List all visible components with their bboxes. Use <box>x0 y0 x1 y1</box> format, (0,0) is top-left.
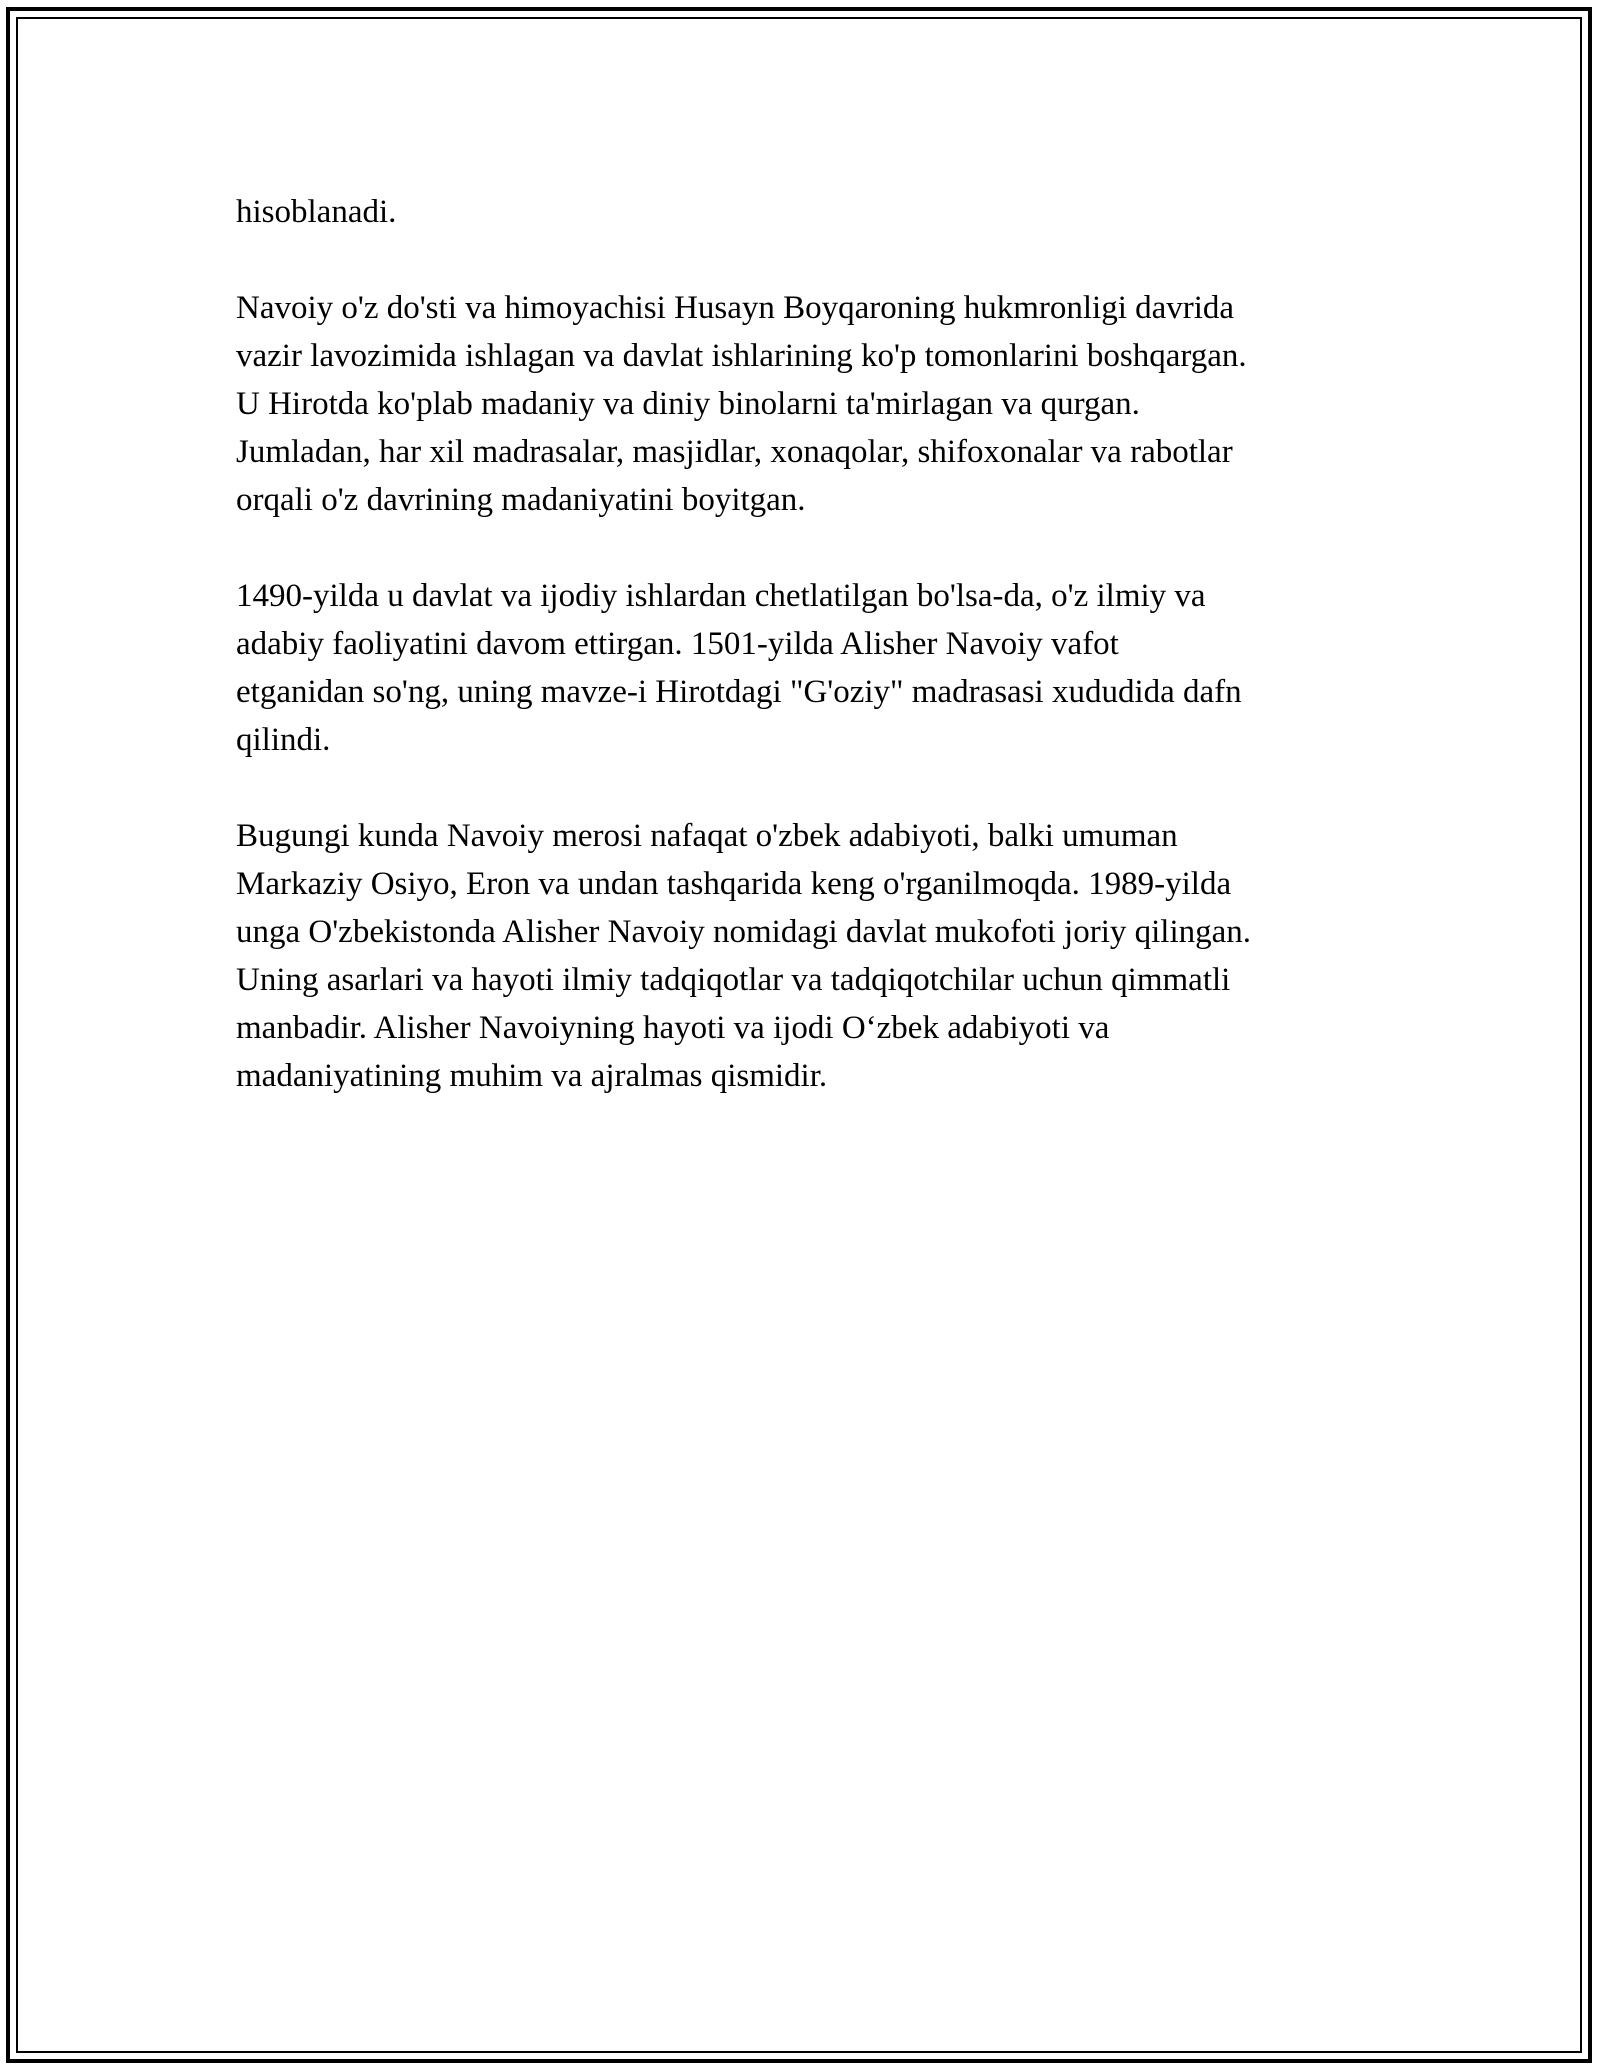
document-body <box>236 188 1376 1148</box>
paragraph-vizier-career: Navoiy o'z do'sti va himoyachisi Husayn Boyqaroning hukmronligi davrida vazir lavozimida ishlagan va davlat ishlarining ko'p tomonlarini boshqargan. U Hirotda ko'plab madaniy va diniy binolarni ta'mirlagan va qurgan. Jumladan, har xil madrasalar, masjidlar, xonaqolar, shifoxonalar va rabotlar orqali o'z davrining madaniyatini boyitgan. <box>236 290 1247 518</box>
paragraph-continuation: hisoblanadi. <box>236 194 397 230</box>
paragraph-legacy: Bugungi kunda Navoiy merosi nafaqat o'zbek adabiyoti, balki umuman Markaziy Osiyo, Eron va undan tashqarida keng o'rganilmoqda. 1989-yilda unga O'zbekistonda Alisher Navoiy nomidagi davlat mukofoti joriy qilingan. Uning asarlari va hayoti ilmiy tadqiqotlar va tadqiqotchilar uchun qimmatli manbadir. Alisher Navoiyning hayoti va ijodi O‘zbek adabiyoti va madaniyatining muhim va ajralmas qismidir. <box>236 818 1252 1094</box>
paragraph-later-life-death: 1490-yilda u davlat va ijodiy ishlardan chetlatilgan bo'lsa-da, o'z ilmiy va adabiy faoliyatini davom ettirgan. 1501-yilda Alisher Navoiy vafot etganidan so'ng, uning mavze-i Hirotdagi "G'oziy" madrasasi xududida dafn qilindi. <box>236 578 1242 758</box>
